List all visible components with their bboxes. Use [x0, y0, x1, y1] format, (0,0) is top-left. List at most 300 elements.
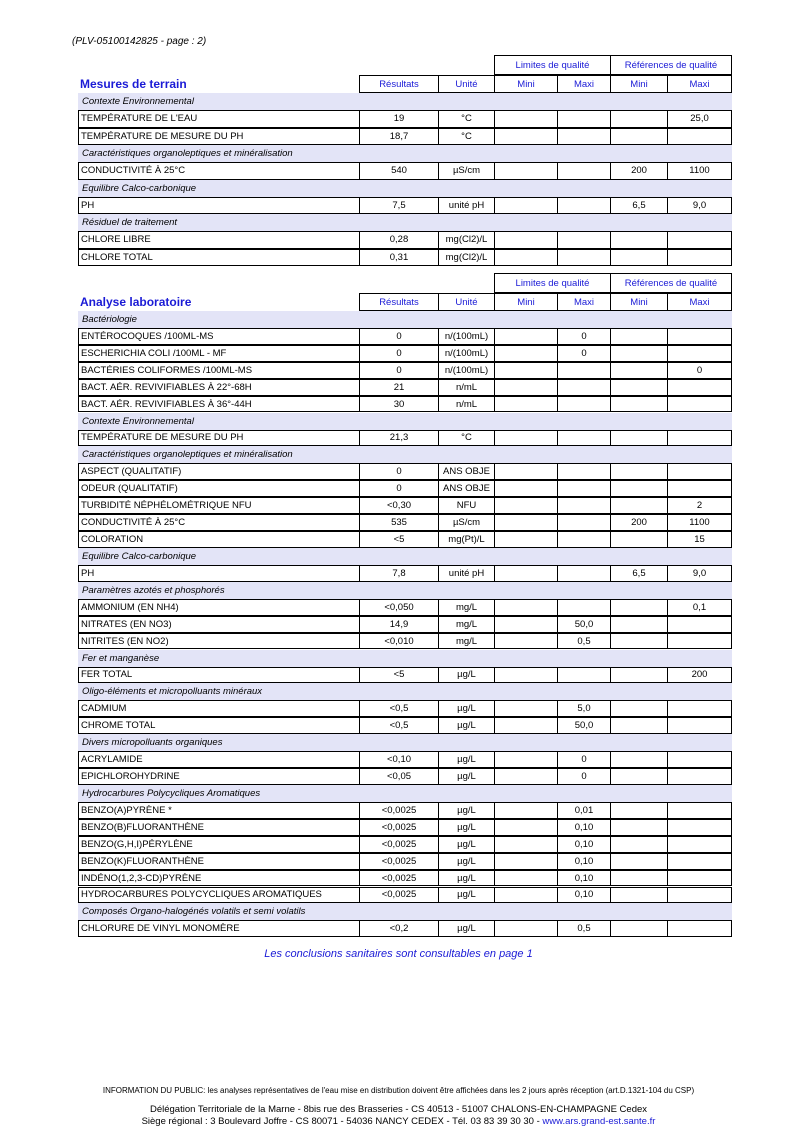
cell-limite-mini: [494, 110, 557, 128]
cell-reference-maxi: [667, 379, 732, 396]
cell-limite-maxi: [557, 162, 610, 180]
cell-reference-maxi: 1100: [667, 162, 732, 180]
cell-reference-mini: [610, 379, 667, 396]
cell-unite: NFU: [438, 497, 494, 514]
cell-resultat: <0,0025: [359, 836, 438, 853]
table-row: [78, 565, 732, 582]
cell-limite-mini: [494, 599, 557, 616]
header-reference-mini: Mini: [610, 293, 667, 311]
cell-limite-mini: [494, 231, 557, 249]
table-row: [78, 633, 732, 650]
cell-limite-mini: [494, 430, 557, 447]
cell-parameter: ACRYLAMIDE: [78, 751, 359, 768]
header-limite-maxi: Maxi: [557, 75, 610, 93]
cell-reference-maxi: [667, 633, 732, 650]
table-row: [78, 197, 732, 215]
cell-reference-mini: [610, 819, 667, 836]
cell-resultat: 21: [359, 379, 438, 396]
cell-parameter: FER TOTAL: [78, 667, 359, 684]
category-header: Contexte Environnemental: [78, 413, 732, 430]
cell-limite-mini: [494, 616, 557, 633]
cell-resultat: 7,5: [359, 197, 438, 215]
cell-unite: n/mL: [438, 396, 494, 413]
table-row: [78, 430, 732, 447]
limites-qualite-header: Limites de qualité: [494, 273, 610, 293]
category-header: Bactériologie: [78, 311, 732, 328]
cell-limite-maxi: 50,0: [557, 717, 610, 734]
cell-limite-maxi: [557, 531, 610, 548]
cell-parameter: CADMIUM: [78, 700, 359, 717]
cell-resultat: <5: [359, 667, 438, 684]
cell-reference-maxi: 1100: [667, 514, 732, 531]
public-information: INFORMATION DU PUBLIC: les analyses représentatives de l'eau mise en distribution doivent être affichées dans les 2 jours après réception (art.D.1321-104 du CSP): [102, 1086, 695, 1095]
cell-parameter: TEMPÉRATURE DE MESURE DU PH: [78, 430, 359, 447]
column-header-row: [78, 75, 732, 93]
cell-reference-mini: [610, 430, 667, 447]
header-reference-mini: Mini: [610, 75, 667, 93]
cell-limite-mini: [494, 717, 557, 734]
cell-limite-mini: [494, 197, 557, 215]
cell-limite-maxi: 0: [557, 345, 610, 362]
cell-reference-maxi: 9,0: [667, 565, 732, 582]
cell-parameter: TURBIDITÉ NÉPHÉLOMÉTRIQUE NFU: [78, 497, 359, 514]
table-row: [78, 328, 732, 345]
cell-limite-maxi: [557, 231, 610, 249]
cell-unite: n/mL: [438, 379, 494, 396]
cell-reference-mini: [610, 231, 667, 249]
table-row: [78, 110, 732, 128]
table-row: [78, 768, 732, 785]
table-row: [78, 249, 732, 267]
category-header: Divers micropolluants organiques: [78, 734, 732, 751]
cell-reference-mini: [610, 802, 667, 819]
cell-reference-maxi: [667, 249, 732, 267]
cell-unite: µg/L: [438, 717, 494, 734]
cell-resultat: 0: [359, 463, 438, 480]
cell-unite: µg/L: [438, 700, 494, 717]
table-row: [78, 162, 732, 180]
cell-reference-maxi: [667, 751, 732, 768]
cell-resultat: 21,3: [359, 430, 438, 447]
column-header-row: [78, 293, 732, 311]
cell-reference-maxi: [667, 430, 732, 447]
cell-reference-maxi: 15: [667, 531, 732, 548]
header-limite-mini: Mini: [494, 75, 557, 93]
cell-unite: µg/L: [438, 836, 494, 853]
cell-reference-maxi: 0,1: [667, 599, 732, 616]
cell-limite-mini: [494, 345, 557, 362]
cell-resultat: <0,5: [359, 700, 438, 717]
cell-parameter: BENZO(A)PYRÈNE *: [78, 802, 359, 819]
cell-reference-maxi: [667, 231, 732, 249]
limites-qualite-header: Limites de qualité: [494, 55, 610, 75]
cell-unite: mg(Cl2)/L: [438, 249, 494, 267]
table-row: [78, 379, 732, 396]
cell-limite-mini: [494, 162, 557, 180]
cell-resultat: 0,31: [359, 249, 438, 267]
cell-limite-maxi: [557, 197, 610, 215]
cell-parameter: CHROME TOTAL: [78, 717, 359, 734]
cell-reference-mini: [610, 531, 667, 548]
cell-reference-maxi: [667, 836, 732, 853]
cell-parameter: TEMPÉRATURE DE L'EAU: [78, 110, 359, 128]
cell-reference-maxi: [667, 920, 732, 937]
cell-resultat: <0,0025: [359, 887, 438, 904]
cell-reference-maxi: [667, 819, 732, 836]
cell-unite: °C: [438, 110, 494, 128]
cell-parameter: PH: [78, 565, 359, 582]
table-row: [78, 616, 732, 633]
cell-limite-mini: [494, 819, 557, 836]
cell-unite: µg/L: [438, 819, 494, 836]
table-row: [78, 751, 732, 768]
cell-parameter: TEMPÉRATURE DE MESURE DU PH: [78, 128, 359, 146]
table-row: [78, 514, 732, 531]
section-title: Mesures de terrain: [80, 77, 187, 91]
quality-group-header: [78, 273, 732, 293]
cell-limite-maxi: 0: [557, 768, 610, 785]
cell-limite-maxi: 0: [557, 328, 610, 345]
cell-parameter: BENZO(B)FLUORANTHÈNE: [78, 819, 359, 836]
cell-resultat: 0: [359, 345, 438, 362]
cell-parameter: CONDUCTIVITÉ À 25°C: [78, 162, 359, 180]
cell-unite: µg/L: [438, 887, 494, 904]
cell-unite: ANS OBJE: [438, 463, 494, 480]
cell-limite-mini: [494, 531, 557, 548]
cell-unite: °C: [438, 128, 494, 146]
header-reference-maxi: Maxi: [667, 75, 732, 93]
cell-reference-maxi: [667, 887, 732, 904]
cell-limite-maxi: 0,10: [557, 819, 610, 836]
table-row: [78, 717, 732, 734]
cell-parameter: BENZO(G,H,I)PÉRYLÈNE: [78, 836, 359, 853]
cell-limite-mini: [494, 497, 557, 514]
header-unite: Unité: [438, 293, 494, 311]
table-row: [78, 870, 732, 887]
cell-limite-mini: [494, 870, 557, 887]
cell-parameter: HYDROCARBURES POLYCYCLIQUES AROMATIQUES: [78, 887, 359, 904]
cell-reference-mini: 200: [610, 162, 667, 180]
cell-reference-maxi: [667, 768, 732, 785]
category-header: Equilibre Calco-carbonique: [78, 548, 732, 565]
cell-unite: µg/L: [438, 667, 494, 684]
table-row: [78, 531, 732, 548]
table-row: [78, 700, 732, 717]
cell-limite-mini: [494, 700, 557, 717]
conclusion-note: Les conclusions sanitaires sont consultables en page 1: [264, 948, 533, 960]
cell-unite: µg/L: [438, 870, 494, 887]
cell-resultat: <0,2: [359, 920, 438, 937]
cell-limite-mini: [494, 565, 557, 582]
cell-limite-maxi: [557, 514, 610, 531]
section-title: Analyse laboratoire: [80, 295, 192, 309]
cell-parameter: CONDUCTIVITÉ À 25°C: [78, 514, 359, 531]
category-header: Paramètres azotés et phosphorés: [78, 582, 732, 599]
cell-limite-mini: [494, 836, 557, 853]
category-header: Equilibre Calco-carbonique: [78, 180, 732, 197]
cell-limite-mini: [494, 379, 557, 396]
cell-reference-mini: [610, 128, 667, 146]
cell-limite-maxi: 0,5: [557, 920, 610, 937]
category-header: Oligo-éléments et micropolluants minéraux: [78, 683, 732, 700]
cell-resultat: 535: [359, 514, 438, 531]
cell-unite: µg/L: [438, 751, 494, 768]
cell-resultat: 19: [359, 110, 438, 128]
cell-limite-maxi: 0: [557, 751, 610, 768]
cell-reference-maxi: 25,0: [667, 110, 732, 128]
cell-limite-mini: [494, 920, 557, 937]
table-row: [78, 667, 732, 684]
cell-reference-mini: [610, 463, 667, 480]
cell-reference-maxi: 0: [667, 362, 732, 379]
cell-unite: µS/cm: [438, 162, 494, 180]
cell-reference-mini: 6,5: [610, 565, 667, 582]
cell-limite-mini: [494, 633, 557, 650]
references-qualite-header: Références de qualité: [610, 55, 732, 75]
table-row: [78, 802, 732, 819]
header-limite-mini: Mini: [494, 293, 557, 311]
cell-parameter: PH: [78, 197, 359, 215]
cell-resultat: <0,5: [359, 717, 438, 734]
cell-reference-maxi: [667, 128, 732, 146]
cell-resultat: 0,28: [359, 231, 438, 249]
cell-parameter: INDÉNO(1,2,3-CD)PYRÈNE: [78, 870, 359, 887]
cell-reference-mini: [610, 249, 667, 267]
cell-unite: n/(100mL): [438, 328, 494, 345]
cell-reference-mini: [610, 616, 667, 633]
cell-unite: n/(100mL): [438, 345, 494, 362]
cell-unite: n/(100mL): [438, 362, 494, 379]
cell-parameter: AMMONIUM (EN NH4): [78, 599, 359, 616]
cell-parameter: ESCHERICHIA COLI /100ML - MF: [78, 345, 359, 362]
cell-limite-mini: [494, 480, 557, 497]
cell-reference-maxi: [667, 802, 732, 819]
cell-unite: unité pH: [438, 197, 494, 215]
cell-reference-maxi: 2: [667, 497, 732, 514]
cell-limite-maxi: 50,0: [557, 616, 610, 633]
cell-parameter: BACT. AÉR. REVIVIFIABLES À 36°-44H: [78, 396, 359, 413]
cell-limite-mini: [494, 667, 557, 684]
cell-limite-maxi: [557, 362, 610, 379]
cell-unite: µg/L: [438, 802, 494, 819]
cell-limite-mini: [494, 853, 557, 870]
cell-reference-mini: [610, 700, 667, 717]
cell-unite: mg(Pt)/L: [438, 531, 494, 548]
cell-reference-mini: [610, 667, 667, 684]
cell-resultat: <0,05: [359, 768, 438, 785]
cell-limite-maxi: 0,01: [557, 802, 610, 819]
header-resultats: Résultats: [359, 75, 438, 93]
cell-reference-mini: [610, 920, 667, 937]
cell-limite-mini: [494, 128, 557, 146]
cell-parameter: NITRITES (EN NO2): [78, 633, 359, 650]
cell-parameter: NITRATES (EN NO3): [78, 616, 359, 633]
table-row: [78, 362, 732, 379]
cell-resultat: <0,0025: [359, 870, 438, 887]
page-reference: (PLV-05100142825 - page : 2): [72, 36, 207, 47]
table-row: [78, 599, 732, 616]
category-header: Composés Organo-halogénés volatils et semi volatils: [78, 903, 732, 920]
cell-unite: µg/L: [438, 768, 494, 785]
cell-reference-maxi: [667, 463, 732, 480]
cell-resultat: <0,10: [359, 751, 438, 768]
cell-reference-mini: [610, 853, 667, 870]
header-limite-maxi: Maxi: [557, 293, 610, 311]
cell-parameter: BENZO(K)FLUORANTHÈNE: [78, 853, 359, 870]
cell-limite-mini: [494, 768, 557, 785]
table-row: [78, 345, 732, 362]
cell-unite: µS/cm: [438, 514, 494, 531]
cell-reference-mini: 200: [610, 514, 667, 531]
cell-reference-maxi: [667, 616, 732, 633]
cell-resultat: <0,0025: [359, 819, 438, 836]
cell-unite: ANS OBJE: [438, 480, 494, 497]
cell-parameter: ASPECT (QUALITATIF): [78, 463, 359, 480]
cell-parameter: ODEUR (QUALITATIF): [78, 480, 359, 497]
cell-limite-mini: [494, 751, 557, 768]
cell-limite-maxi: [557, 396, 610, 413]
cell-limite-mini: [494, 463, 557, 480]
cell-unite: mg/L: [438, 599, 494, 616]
cell-reference-mini: [610, 751, 667, 768]
cell-reference-mini: [610, 497, 667, 514]
header-unite: Unité: [438, 75, 494, 93]
cell-limite-mini: [494, 328, 557, 345]
quality-group-header: [78, 55, 732, 75]
cell-parameter: BACT. AÉR. REVIVIFIABLES À 22°-68H: [78, 379, 359, 396]
cell-limite-maxi: 5,0: [557, 700, 610, 717]
cell-limite-mini: [494, 887, 557, 904]
address-delegation: Délégation Territoriale de la Marne - 8bis rue des Brasseries - CS 40513 - 51007 CHALONS-EN-CHAMPAGNE Cedex: [149, 1104, 648, 1115]
cell-limite-maxi: [557, 480, 610, 497]
cell-reference-maxi: [667, 345, 732, 362]
cell-limite-maxi: [557, 497, 610, 514]
cell-parameter: CHLORE TOTAL: [78, 249, 359, 267]
cell-reference-mini: [610, 887, 667, 904]
cell-parameter: COLORATION: [78, 531, 359, 548]
table-row: [78, 497, 732, 514]
table-row: [78, 819, 732, 836]
cell-reference-mini: [610, 110, 667, 128]
cell-parameter: CHLORE LIBRE: [78, 231, 359, 249]
cell-limite-maxi: [557, 249, 610, 267]
cell-resultat: <0,0025: [359, 802, 438, 819]
table-row: [78, 853, 732, 870]
references-qualite-header: Références de qualité: [610, 273, 732, 293]
cell-reference-mini: [610, 480, 667, 497]
cell-limite-maxi: 0,10: [557, 836, 610, 853]
cell-reference-mini: 6,5: [610, 197, 667, 215]
cell-limite-maxi: 0,10: [557, 853, 610, 870]
cell-resultat: 7,8: [359, 565, 438, 582]
cell-limite-maxi: [557, 599, 610, 616]
cell-limite-maxi: [557, 667, 610, 684]
cell-limite-maxi: 0,10: [557, 870, 610, 887]
cell-reference-maxi: [667, 328, 732, 345]
laboratoire-table: [78, 273, 732, 941]
table-row: [78, 887, 732, 904]
address-siege: [0, 1116, 797, 1127]
cell-resultat: 540: [359, 162, 438, 180]
cell-limite-maxi: [557, 110, 610, 128]
cell-unite: µg/L: [438, 853, 494, 870]
cell-unite: unité pH: [438, 565, 494, 582]
table-row: [78, 836, 732, 853]
cell-reference-mini: [610, 599, 667, 616]
cell-unite: µg/L: [438, 920, 494, 937]
cell-reference-mini: [610, 362, 667, 379]
table-row: [78, 128, 732, 146]
cell-reference-maxi: [667, 480, 732, 497]
website-link[interactable]: www.ars.grand-est.sante.fr: [542, 1116, 656, 1127]
cell-limite-maxi: 0,5: [557, 633, 610, 650]
cell-parameter: BACTÉRIES COLIFORMES /100ML-MS: [78, 362, 359, 379]
cell-resultat: 18,7: [359, 128, 438, 146]
category-header: Résiduel de traitement: [78, 214, 732, 231]
cell-reference-mini: [610, 870, 667, 887]
cell-reference-mini: [610, 328, 667, 345]
cell-limite-maxi: [557, 463, 610, 480]
cell-unite: mg/L: [438, 616, 494, 633]
cell-unite: mg/L: [438, 633, 494, 650]
cell-resultat: <0,30: [359, 497, 438, 514]
cell-limite-mini: [494, 514, 557, 531]
cell-reference-mini: [610, 768, 667, 785]
cell-parameter: ENTÉROCOQUES /100ML-MS: [78, 328, 359, 345]
cell-limite-maxi: [557, 565, 610, 582]
category-header: Caractéristiques organoleptiques et minéralisation: [78, 145, 732, 162]
cell-reference-mini: [610, 836, 667, 853]
cell-limite-maxi: [557, 379, 610, 396]
cell-reference-mini: [610, 345, 667, 362]
cell-resultat: <0,050: [359, 599, 438, 616]
cell-limite-mini: [494, 362, 557, 379]
header-reference-maxi: Maxi: [667, 293, 732, 311]
cell-unite: °C: [438, 430, 494, 447]
cell-reference-maxi: [667, 700, 732, 717]
cell-resultat: 0: [359, 480, 438, 497]
header-resultats: Résultats: [359, 293, 438, 311]
cell-limite-mini: [494, 802, 557, 819]
cell-reference-mini: [610, 717, 667, 734]
cell-reference-maxi: 9,0: [667, 197, 732, 215]
cell-parameter: CHLORURE DE VINYL MONOMÈRE: [78, 920, 359, 937]
cell-reference-maxi: [667, 717, 732, 734]
cell-parameter: EPICHLOROHYDRINE: [78, 768, 359, 785]
table-row: [78, 231, 732, 249]
cell-reference-mini: [610, 633, 667, 650]
category-header: Caractéristiques organoleptiques et minéralisation: [78, 446, 732, 463]
cell-limite-maxi: [557, 430, 610, 447]
cell-resultat: <0,0025: [359, 853, 438, 870]
category-header: Hydrocarbures Polycycliques Aromatiques: [78, 785, 732, 802]
cell-limite-maxi: [557, 128, 610, 146]
cell-limite-mini: [494, 249, 557, 267]
table-row: [78, 480, 732, 497]
cell-reference-maxi: [667, 853, 732, 870]
cell-resultat: <5: [359, 531, 438, 548]
table-row: [78, 396, 732, 413]
address-siege-text: Siège régional : 3 Boulevard Joffre - CS 80071 - 54036 NANCY CEDEX - Tél. 03 83 39 30 30 -: [141, 1116, 543, 1127]
cell-reference-maxi: [667, 396, 732, 413]
cell-limite-mini: [494, 396, 557, 413]
cell-resultat: 14,9: [359, 616, 438, 633]
cell-limite-maxi: 0,10: [557, 887, 610, 904]
table-row: [78, 463, 732, 480]
cell-reference-maxi: 200: [667, 667, 732, 684]
cell-resultat: 0: [359, 362, 438, 379]
cell-resultat: 0: [359, 328, 438, 345]
